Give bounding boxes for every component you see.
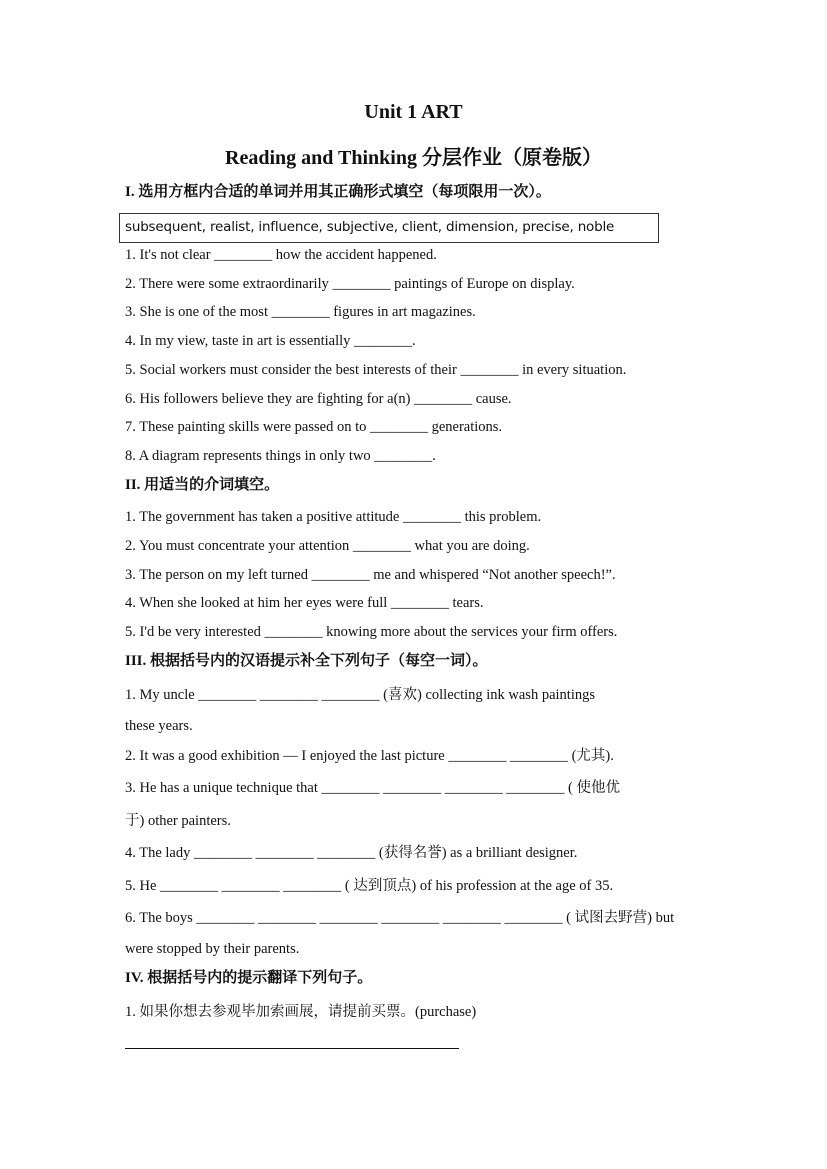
- section-2-heading: II. 用适当的介词填空。: [125, 477, 280, 493]
- question-line-continued: these years.: [125, 718, 193, 734]
- question-line: 8. A diagram represents things in only two ________.: [125, 448, 436, 464]
- question-line: 2. It was a good exhibition — I enjoyed the last picture ________ ________ (尤其).: [125, 748, 614, 764]
- word-box: [119, 213, 659, 243]
- question-line: 2. You must concentrate your attention ________ what you are doing.: [125, 538, 530, 554]
- question-line: 1. It's not clear ________ how the accident happened.: [125, 247, 437, 263]
- question-line: 3. The person on my left turned ________ me and whispered “Not another speech!”.: [125, 567, 616, 583]
- translation-prompt: 1. 如果你想去参观毕加索画展，请提前买票。(purchase): [125, 1004, 477, 1020]
- question-line: 7. These painting skills were passed on to ________ generations.: [125, 419, 503, 435]
- question-line: 1. The government has taken a positive attitude ________ this problem.: [125, 509, 542, 525]
- word-box-text: subsequent, realist, influence, subjective, client, dimension, precise, noble: [125, 219, 615, 235]
- question-line: 3. He has a unique technique that ________ ________ ________ ________ ( 使他优: [125, 780, 620, 796]
- page-subtitle: Reading and Thinking 分层作业（原卷版）: [225, 147, 602, 169]
- section-1-heading: I. 选用方框内合适的单词并用其正确形式填空（每项限用一次）。: [125, 184, 551, 200]
- question-line: 4. When she looked at him her eyes were full ________ tears.: [125, 595, 484, 611]
- section-3-heading: III. 根据括号内的汉语提示补全下列句子（每空一词）。: [125, 653, 488, 669]
- answer-line[interactable]: [125, 1048, 459, 1049]
- question-line: 5. I'd be very interested ________ knowing more about the services your firm offers.: [125, 624, 618, 640]
- question-line: 5. Social workers must consider the best interests of their ________ in every situation.: [125, 362, 627, 378]
- question-line: 3. She is one of the most ________ figures in art magazines.: [125, 304, 476, 320]
- question-line: 2. There were some extraordinarily ________ paintings of Europe on display.: [125, 276, 575, 292]
- question-line: 1. My uncle ________ ________ ________ (喜欢) collecting ink wash paintings: [125, 687, 595, 703]
- question-line-continued: were stopped by their parents.: [125, 941, 300, 957]
- question-line: 5. He ________ ________ ________ ( 达到顶点) of his profession at the age of 35.: [125, 878, 614, 894]
- question-line: 6. The boys ________ ________ ________ ________ ________ ________ ( 试图去野营) but: [125, 910, 675, 926]
- question-line: 6. His followers believe they are fighting for a(n) ________ cause.: [125, 391, 512, 407]
- section-4-heading: IV. 根据括号内的提示翻译下列句子。: [125, 970, 373, 986]
- question-line: 4. The lady ________ ________ ________ (获得名誉) as a brilliant designer.: [125, 845, 578, 861]
- question-line: 4. In my view, taste in art is essentially ________.: [125, 333, 416, 349]
- question-line-continued: 于) other painters.: [125, 813, 231, 829]
- page-title: Unit 1 ART: [364, 101, 463, 123]
